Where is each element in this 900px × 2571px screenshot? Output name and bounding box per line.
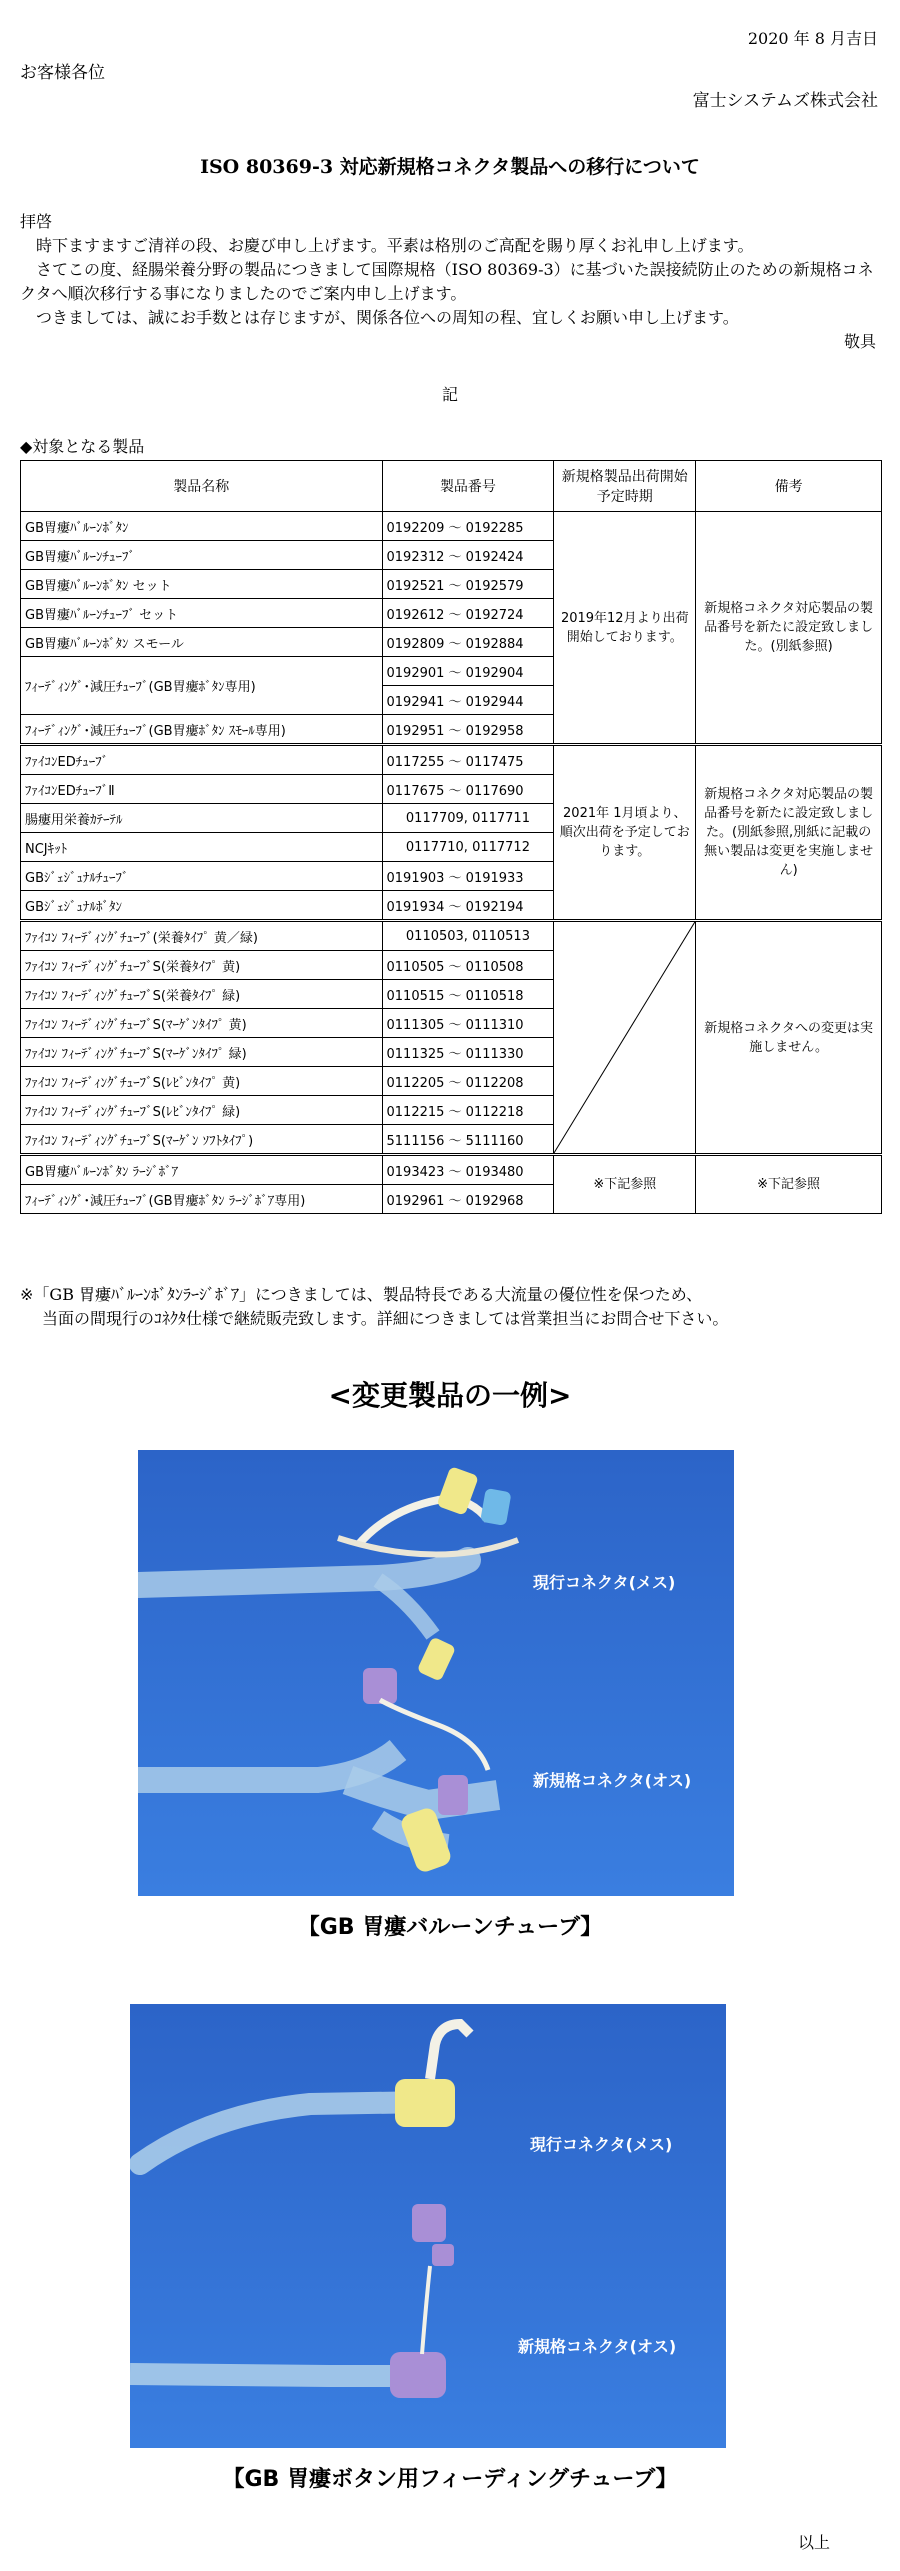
product-name: GB胃瘻ﾊﾞﾙｰﾝﾁｭｰﾌﾞ セット (21, 599, 383, 628)
label-new-connector: 新規格コネクタ(オス) (533, 1771, 692, 1790)
product-name: ﾌｧｲｺﾝ ﾌｨｰﾃﾞｨﾝｸﾞﾁｭｰﾌﾞ(栄養ﾀｲﾌﾟ 黄／緑) (21, 921, 383, 951)
table-row (21, 921, 882, 951)
product-name: ﾌｧｲｺﾝ ﾌｨｰﾃﾞｨﾝｸﾞﾁｭｰﾌﾞS(ﾏｰｹﾞﾝ ｿﾌﾄﾀｲﾌﾟ) (21, 1125, 383, 1155)
group4-remarks: ※下記参照 (696, 1155, 882, 1214)
closing: 敬具 (843, 332, 876, 351)
product-name: NCJｷｯﾄ (21, 833, 383, 862)
sender-company: 富士システムズ株式会社 (692, 91, 878, 111)
label-current-connector: 現行コネクタ(メス) (530, 2135, 673, 2154)
product-name: GB胃瘻ﾊﾞﾙｰﾝﾎﾞﾀﾝ ﾗｰｼﾞﾎﾞｱ (21, 1155, 383, 1185)
product-name: GB胃瘻ﾊﾞﾙｰﾝﾎﾞﾀﾝ スモール (21, 628, 383, 657)
product-number: 0192209 ～ 0192285 (382, 512, 554, 541)
group3-schedule-empty (554, 921, 696, 1155)
product-number: 0192521 ～ 0192579 (382, 570, 554, 599)
product-number: 0192951 ～ 0192958 (382, 715, 554, 745)
paragraph-3: つきましては、誠にお手数とは存じますが、関係各位への周知の程、宜しくお願い申し上げます。 (36, 308, 739, 327)
document-title: ISO 80369-3 対応新規格コネクタ製品への移行について (200, 156, 700, 178)
product-number: 0193423 ～ 0193480 (382, 1155, 554, 1185)
product-name: ﾌｧｲｺﾝEDﾁｭｰﾌﾞ (21, 745, 383, 775)
product-name: ﾌｧｲｺﾝ ﾌｨｰﾃﾞｨﾝｸﾞﾁｭｰﾌﾞS(ﾚﾋﾞﾝﾀｲﾌﾟ 緑) (21, 1096, 383, 1125)
product-number: 0117709, 0117711 (382, 804, 554, 833)
diagonal-line (554, 922, 695, 1153)
label-current-connector: 現行コネクタ(メス) (533, 1573, 676, 1592)
table-row (21, 1155, 882, 1185)
product-name: ﾌｧｲｺﾝ ﾌｨｰﾃﾞｨﾝｸﾞﾁｭｰﾌﾞS(ﾏｰｹﾞﾝﾀｲﾌﾟ 緑) (21, 1038, 383, 1067)
header-number: 製品番号 (382, 461, 554, 512)
feeding-tube-illustration (130, 2004, 726, 2448)
group4-schedule: ※下記参照 (554, 1155, 696, 1214)
photo-feeding-tube (130, 2004, 726, 2448)
header-name: 製品名称 (21, 461, 383, 512)
footnote-line-2: 当面の間現行のｺﾈｸﾀ仕様で継続販売致します。詳細につきましては営業担当にお問合せ下さい。 (42, 1309, 729, 1328)
greeting: 拝啓 (20, 212, 53, 231)
product-number: 0112215 ～ 0112218 (382, 1096, 554, 1125)
product-number: 0192901 ～ 0192904 (382, 657, 554, 686)
document-date: 2020 年 8 月吉日 (747, 29, 878, 48)
product-number: 0191934 ～ 0192194 (382, 891, 554, 921)
product-number: 0191903 ～ 0191933 (382, 862, 554, 891)
product-number: 0111305 ～ 0111310 (382, 1009, 554, 1038)
product-number: 0117710, 0117712 (382, 833, 554, 862)
product-name: GBｼﾞｪｼﾞｭﾅﾙﾎﾞﾀﾝ (21, 891, 383, 921)
product-name: GBｼﾞｪｼﾞｭﾅﾙﾁｭｰﾌﾞ (21, 862, 383, 891)
product-name: ﾌｧｲｺﾝ ﾌｨｰﾃﾞｨﾝｸﾞﾁｭｰﾌﾞS(栄養ﾀｲﾌﾟ 緑) (21, 980, 383, 1009)
product-name: ﾌｨｰﾃﾞｨﾝｸﾞ･減圧ﾁｭｰﾌﾞ(GB胃瘻ﾎﾞﾀﾝ ｽﾓｰﾙ専用) (21, 715, 383, 745)
header-remarks: 備考 (696, 461, 882, 512)
products-table (20, 460, 882, 1214)
group3-remarks: 新規格コネクタへの変更は実施しません。 (696, 921, 882, 1155)
product-name: ﾌｨｰﾃﾞｨﾝｸﾞ･減圧ﾁｭｰﾌﾞ(GB胃瘻ﾎﾞﾀﾝ専用) (21, 657, 383, 715)
product-number: 0192809 ～ 0192884 (382, 628, 554, 657)
photo-balloon-tube (138, 1450, 734, 1896)
product-name: GB胃瘻ﾊﾞﾙｰﾝﾁｭｰﾌﾞ (21, 541, 383, 570)
addressee: お客様各位 (20, 63, 105, 83)
closing-end: 以上 (797, 2533, 830, 2552)
table-row (21, 512, 882, 541)
product-number: 0110503, 0110513 (382, 921, 554, 951)
product-name: ﾌｧｲｺﾝ ﾌｨｰﾃﾞｨﾝｸﾞﾁｭｰﾌﾞS(ﾚﾋﾞﾝﾀｲﾌﾟ 黄) (21, 1067, 383, 1096)
group2-schedule: 2021年 1月頃より、順次出荷を予定しております。 (554, 745, 696, 921)
product-name: GB胃瘻ﾊﾞﾙｰﾝﾎﾞﾀﾝ (21, 512, 383, 541)
product-name: ﾌｧｲｺﾝ ﾌｨｰﾃﾞｨﾝｸﾞﾁｭｰﾌﾞS(ﾏｰｹﾞﾝﾀｲﾌﾟ 黄) (21, 1009, 383, 1038)
example-title: <変更製品の一例> (328, 1379, 572, 1412)
product-name: GB胃瘻ﾊﾞﾙｰﾝﾎﾞﾀﾝ セット (21, 570, 383, 599)
product-number: 0110505 ～ 0110508 (382, 951, 554, 980)
product-number: 0192612 ～ 0192724 (382, 599, 554, 628)
product-name: ﾌｨｰﾃﾞｨﾝｸﾞ･減圧ﾁｭｰﾌﾞ(GB胃瘻ﾎﾞﾀﾝ ﾗｰｼﾞﾎﾞｱ専用) (21, 1185, 383, 1214)
footnote (20, 1283, 882, 1331)
product-number: 0192941 ～ 0192944 (382, 686, 554, 715)
group2-remarks: 新規格コネクタ対応製品の製品番号を新たに設定致しました。(別紙参照,別紙に記載の無い製品は変更を実施しません) (696, 745, 882, 921)
group1-schedule: 2019年12月より出荷開始しております。 (554, 512, 696, 745)
product-number: 0110515 ～ 0110518 (382, 980, 554, 1009)
product-name: ﾌｧｲｺﾝ ﾌｨｰﾃﾞｨﾝｸﾞﾁｭｰﾌﾞS(栄養ﾀｲﾌﾟ 黄) (21, 951, 383, 980)
paragraph-2: さてこの度、経腸栄養分野の製品につきまして国際規格（ISO 80369-3）に基づいた誤接続防止のための新規格コネクタへ順次移行する事になりましたのでご案内申し上げます。 (20, 260, 874, 303)
table-header-row (21, 461, 882, 512)
paragraph-1: 時下ますますご清祥の段、お慶び申し上げます。平素は格別のご高配を賜り厚くお礼申し上げます。 (36, 236, 754, 255)
product-number: 5111156 ～ 5111160 (382, 1125, 554, 1155)
product-number: 0192961 ～ 0192968 (382, 1185, 554, 1214)
product-number: 0111325 ～ 0111330 (382, 1038, 554, 1067)
tube-illustration (138, 1450, 734, 1896)
product-number: 0112205 ～ 0112208 (382, 1067, 554, 1096)
footnote-line-1: ※「GB 胃瘻ﾊﾞﾙｰﾝﾎﾞﾀﾝﾗｰｼﾞﾎﾞｱ」につきましては、製品特長である大流量の優位性を保つため、 (20, 1285, 703, 1304)
product-number: 0192312 ～ 0192424 (382, 541, 554, 570)
caption-balloon-tube: 【GB 胃瘻バルーンチューブ】 (297, 1915, 603, 1940)
caption-feeding-tube: 【GB 胃瘻ボタン用フィーディングチューブ】 (222, 2467, 678, 2492)
product-number: 0117675 ～ 0117690 (382, 775, 554, 804)
product-name: 腸瘻用栄養ｶﾃｰﾃﾙ (21, 804, 383, 833)
letter-body (20, 210, 882, 354)
group1-remarks: 新規格コネクタ対応製品の製品番号を新たに設定致しました。(別紙参照) (696, 512, 882, 745)
label-new-connector: 新規格コネクタ(オス) (518, 2337, 677, 2356)
product-name: ﾌｧｲｺﾝEDﾁｭｰﾌﾞⅡ (21, 775, 383, 804)
product-number: 0117255 ～ 0117475 (382, 745, 554, 775)
header-schedule: 新規格製品出荷開始予定時期 (554, 461, 696, 512)
table-row (21, 745, 882, 775)
section-title: ◆対象となる製品 (20, 437, 145, 456)
ki-mark: 記 (441, 385, 458, 404)
